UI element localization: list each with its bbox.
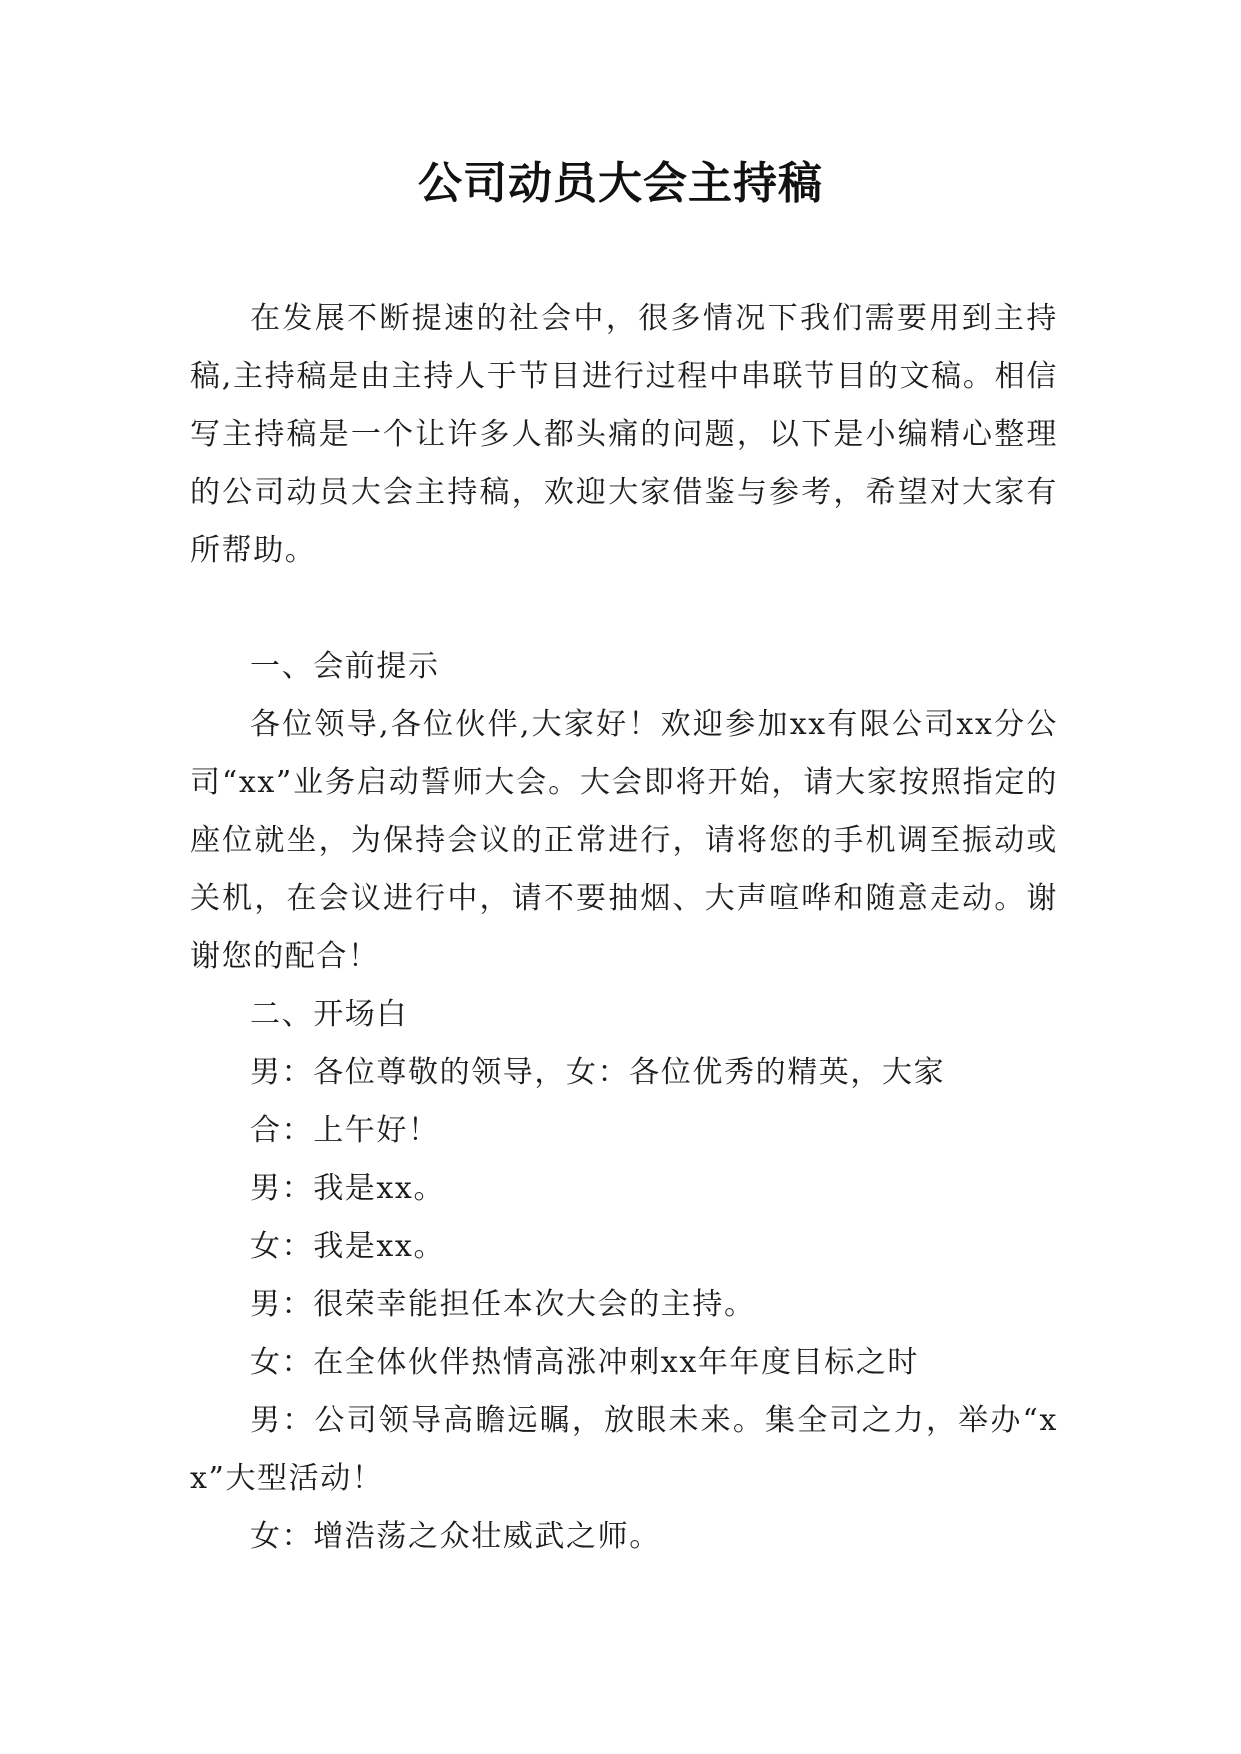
document-body: [190, 290, 1058, 1566]
script-line: 男：各位尊敬的领导，女：各位优秀的精英，大家: [250, 1055, 946, 1090]
script-line: 合：上午好！: [250, 1113, 440, 1148]
script-line: 女：我是xx。: [250, 1229, 446, 1264]
document-title: 公司动员大会主持稿: [418, 158, 823, 209]
script-line: 女：增浩荡之众壮威武之师。: [250, 1519, 661, 1554]
script-line: 男：我是xx。: [250, 1171, 446, 1206]
section-heading-pre-meeting: 一、会前提示: [250, 649, 440, 684]
intro-paragraph: 在发展不断提速的社会中，很多情况下我们需要用到主持稿,主持稿是由主持人于节目进行过程中串联节目的文稿。相信写主持稿是一个让许多人都头痛的问题，以下是小编精心整理的公司动员大会主持稿，欢迎大家借鉴与参考，希望对大家有所帮助。: [190, 301, 1058, 568]
section-heading-opening: 二、开场白: [250, 997, 408, 1032]
pre-meeting-notice: 各位领导,各位伙伴,大家好！欢迎参加xx有限公司xx分公司“xx”业务启动誓师大会。大会即将开始，请大家按照指定的座位就坐，为保持会议的正常进行，请将您的手机调至振动或关机，在会议进行中，请不要抽烟、大声喧哗和随意走动。谢谢您的配合！: [190, 707, 1058, 974]
script-line: 女：在全体伙伴热情高涨冲刺xx年年度目标之时: [250, 1345, 920, 1380]
script-line: 男：很荣幸能担任本次大会的主持。: [250, 1287, 756, 1322]
script-line: 男：公司领导高瞻远瞩，放眼未来。集全司之力，举办“xx”大型活动！: [190, 1403, 1058, 1496]
